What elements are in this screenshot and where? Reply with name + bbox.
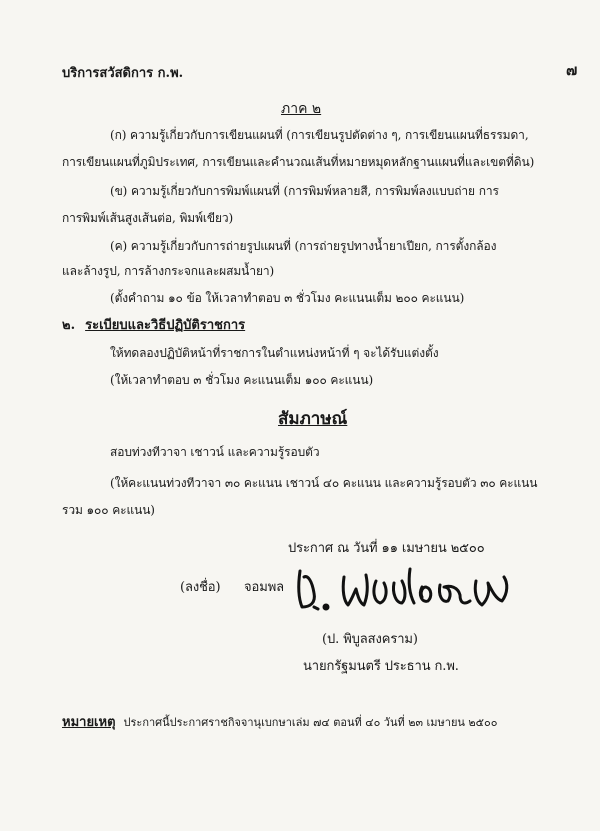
section2-line: ให้ทดลองปฏิบัติหน้าที่ราชการในตำแหน่งหน้าที่ ๆ จะได้รับแต่งตั้ง [110, 346, 439, 360]
body-line: การเขียนแผนที่ภูมิประเทศ, การเขียนและคำนวณเส้นที่หมายหมุดหลักฐานแผนที่และเขตที่ดิน) [62, 155, 535, 169]
interview-line: สอบท่วงทีวาจา เชาวน์ และความรู้รอบตัว [110, 445, 320, 459]
footnote [62, 711, 497, 732]
body-line: (ก) ความรู้เกี่ยวกับการเขียนแผนที่ (การเขียนรูปตัดต่าง ๆ, การเขียนแผนที่ธรรมดา, [110, 128, 529, 142]
footnote-text: ประกาศนี้ประกาศราชกิจจานุเบกษาเล่ม ๗๔ ตอนที่ ๔๐ วันที่ ๒๓ เมษายน ๒๕๐๐ [123, 716, 498, 729]
interview-title: สัมภาษณ์ [278, 409, 348, 429]
body-line: (ข) ความรู้เกี่ยวกับการพิมพ์แผนที่ (การพิมพ์หลายสี, การพิมพ์ลงแบบถ่าย การ [110, 184, 499, 198]
interview-line: (ให้คะแนนท่วงทีวาจา ๓๐ คะแนน เชาวน์ ๔๐ คะแนน และความรู้รอบตัว ๓๐ คะแนน [110, 476, 538, 490]
body-line: (ตั้งคำถาม ๑๐ ข้อ ให้เวลาทำตอบ ๓ ชั่วโมง คะแนนเต็ม ๒๐๐ คะแนน) [110, 291, 465, 305]
signatory-name: (ป. พิบูลสงคราม) [322, 632, 418, 647]
section2-number: ๒. [62, 318, 76, 333]
section2-title: ระเบียบและวิธีปฏิบัติราชการ [85, 318, 246, 333]
running-header: บริการสวัสดิการ ก.พ. [62, 66, 184, 81]
signatory-rank: จอมพล [244, 580, 285, 595]
signed-label: (ลงชื่อ) [180, 580, 221, 595]
section2-line: (ให้เวลาทำตอบ ๓ ชั่วโมง คะแนนเต็ม ๑๐๐ คะแนน) [110, 373, 374, 387]
body-line: การพิมพ์เส้นสูงเส้นต่อ, พิมพ์เขียว) [62, 211, 234, 225]
page-number: ๗ [566, 61, 578, 79]
section2-heading [62, 314, 245, 335]
footnote-label: หมายเหตุ [62, 715, 116, 730]
signatory-position: นายกรัฐมนตรี ประธาน ก.พ. [303, 659, 459, 674]
handwritten-signature [292, 563, 522, 615]
section-title: ภาค ๒ [281, 101, 322, 117]
announcement-date: ประกาศ ณ วันที่ ๑๑ เมษายน ๒๕๐๐ [288, 541, 485, 556]
body-line: และล้างรูป, การล้างกระจกและผสมน้ำยา) [62, 264, 275, 278]
body-line: (ค) ความรู้เกี่ยวกับการถ่ายรูปแผนที่ (การถ่ายรูปทางน้ำยาเปียก, การตั้งกล้อง [110, 239, 497, 253]
interview-line: รวม ๑๐๐ คะแนน) [62, 503, 155, 517]
